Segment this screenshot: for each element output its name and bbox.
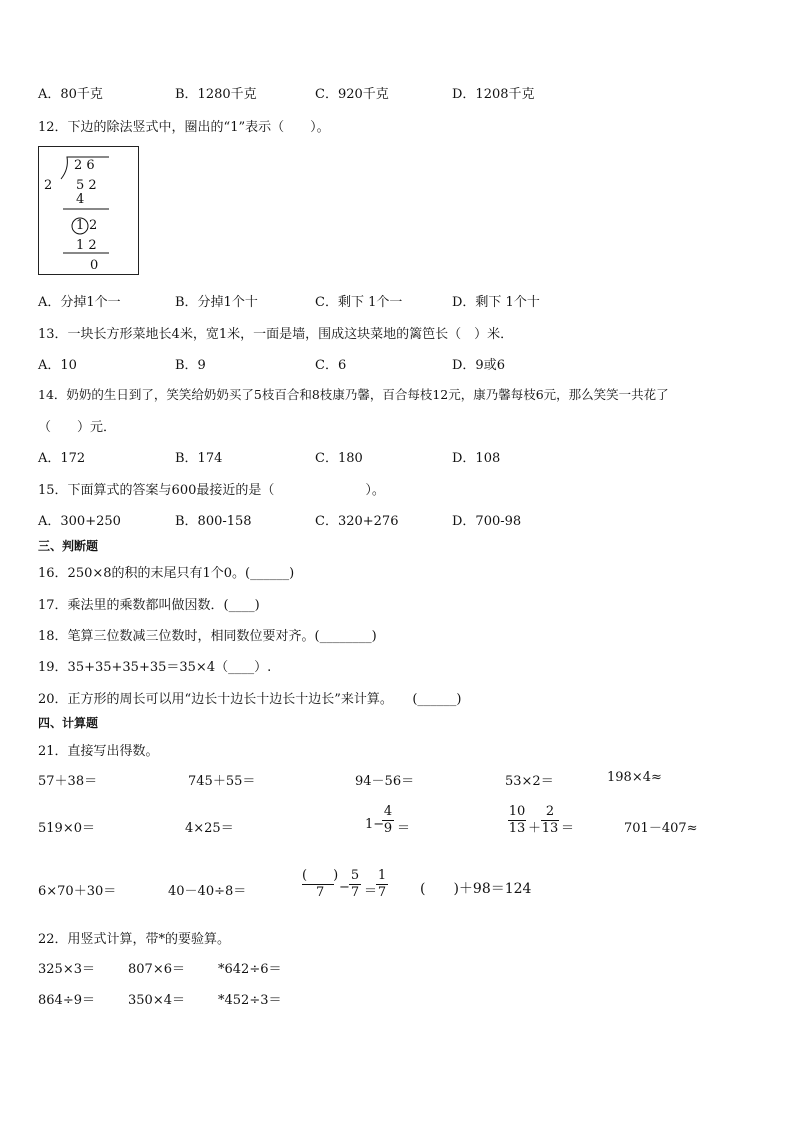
fraction-denominator: 7 (315, 885, 325, 900)
q21-stem: 21．直接写出得数。 (38, 744, 159, 759)
q11-option-b: B．1280千克 (175, 87, 257, 102)
division-remainder-digit: 2 (89, 218, 98, 233)
q12-stem: 12．下边的除法竖式中，圈出的“1”表示（ ）。 (38, 120, 330, 135)
q18-statement: 18．笔算三位数减三位数时，相同数位要对齐。(________) (38, 629, 377, 644)
fraction-denominator: 13 (541, 821, 559, 836)
calc-item-prefix: 1− (365, 817, 385, 832)
fraction-blank (302, 868, 338, 901)
q14-option-d: D．108 (452, 451, 501, 466)
q14-stem-line1: 14．奶奶的生日到了，笑笑给奶奶买了5枝百合和8枝康乃馨，百合每枝12元，康乃馨每枝6元，那么笑笑一共花了 (38, 387, 669, 402)
fraction-numerator: 10 (508, 804, 526, 819)
calc-item: *452÷3＝ (218, 993, 282, 1008)
q13-option-c: C．6 (315, 358, 347, 373)
q11-option-a: A．80千克 (38, 87, 103, 102)
fraction (508, 804, 526, 837)
fraction-numerator: 5 (350, 868, 360, 883)
q11-option-d: D．1208千克 (452, 87, 535, 102)
calc-item: 53×2＝ (505, 774, 554, 789)
calc-item: 198×4≈ (607, 770, 662, 785)
q13-option-b: B．9 (175, 358, 206, 373)
q16-statement: 16．250×8的积的末尾只有1个0。(______) (38, 566, 295, 581)
fraction-denominator: 9 (383, 821, 393, 836)
q15-option-c: C．320+276 (315, 514, 399, 529)
fraction-numerator: ( ) (302, 868, 339, 883)
calc-item: 745＋55＝ (188, 774, 256, 789)
fraction (376, 868, 388, 901)
equals-sign: ＝ (561, 821, 575, 836)
plus-sign: ＋ (528, 821, 542, 836)
division-dividend: 5 2 (76, 178, 97, 193)
q12-option-d: D．剩下 1个十 (452, 295, 540, 310)
fraction-numerator: 2 (545, 804, 555, 819)
division-subtract-1: 4 (76, 192, 85, 207)
division-quotient: 2 6 (74, 158, 95, 173)
q19-statement: 19．35+35+35+35＝35×4（____）. (38, 660, 272, 675)
q15-option-b: B．800-158 (175, 514, 252, 529)
division-subtract-2: 1 2 (76, 238, 97, 253)
calc-item: 864÷9＝ (38, 993, 95, 1008)
q11-option-c: C．920千克 (315, 87, 389, 102)
calc-item-blank: ( )＋98＝124 (420, 881, 532, 897)
minus-sign: − (339, 880, 350, 895)
division-divisor: 2 (44, 178, 53, 193)
fraction-numerator: 1 (377, 868, 387, 883)
section-heading-judge: 三、判断题 (38, 539, 99, 553)
division-diagram (38, 146, 139, 275)
q20-statement: 20．正方形的周长可以用“边长十边长十边长十边长”来计算。 (______) (38, 692, 462, 707)
calc-item: 57＋38＝ (38, 774, 98, 789)
fraction (541, 804, 559, 837)
calc-item: *642÷6＝ (218, 962, 282, 977)
q15-option-d: D．700-98 (452, 514, 522, 529)
equals-sign: ＝ (364, 884, 378, 899)
calc-item: 350×4＝ (128, 993, 185, 1008)
q17-statement: 17．乘法里的乘数都叫做因数．(____) (38, 598, 260, 613)
calc-item: 807×6＝ (128, 962, 185, 977)
division-remainder: 0 (90, 258, 99, 273)
q14-option-b: B．174 (175, 451, 223, 466)
q14-option-a: A．172 (38, 451, 86, 466)
calc-item: 701－407≈ (624, 821, 698, 836)
fraction (382, 804, 394, 837)
q13-stem: 13．一块长方形菜地长4米，宽1米，一面是墙，围成这块菜地的篱笆长（ ）米． (38, 327, 514, 342)
division-circled-digit: 1 (76, 218, 85, 233)
calc-item: 4×25＝ (185, 821, 234, 836)
calc-item: 94－56＝ (355, 774, 415, 789)
q12-option-c: C．剩下 1个一 (315, 295, 403, 310)
fraction-numerator: 4 (383, 804, 393, 819)
q14-option-c: C．180 (315, 451, 363, 466)
equals-sign: ＝ (397, 821, 411, 836)
calc-item: 519×0＝ (38, 821, 95, 836)
fraction-denominator: 7 (377, 885, 387, 900)
q14-stem-line2: （ ）元． (38, 420, 117, 435)
fraction-denominator: 7 (350, 885, 360, 900)
q13-option-a: A．10 (38, 358, 77, 373)
q13-option-d: D．9或6 (452, 358, 505, 373)
q12-option-a: A．分掉1个一 (38, 295, 121, 310)
q15-stem: 15．下面算式的答案与600最接近的是（ ）。 (38, 483, 385, 498)
fraction (349, 868, 361, 901)
q12-option-b: B．分掉1个十 (175, 295, 258, 310)
q15-option-a: A．300+250 (38, 514, 121, 529)
calc-item: 6×70＋30＝ (38, 884, 117, 899)
calc-item: 325×3＝ (38, 962, 95, 977)
calc-item: 40－40÷8＝ (168, 884, 247, 899)
q22-stem: 22．用竖式计算，带*的要验算。 (38, 932, 231, 947)
fraction-denominator: 13 (508, 821, 526, 836)
section-heading-calc: 四、计算题 (38, 716, 99, 730)
